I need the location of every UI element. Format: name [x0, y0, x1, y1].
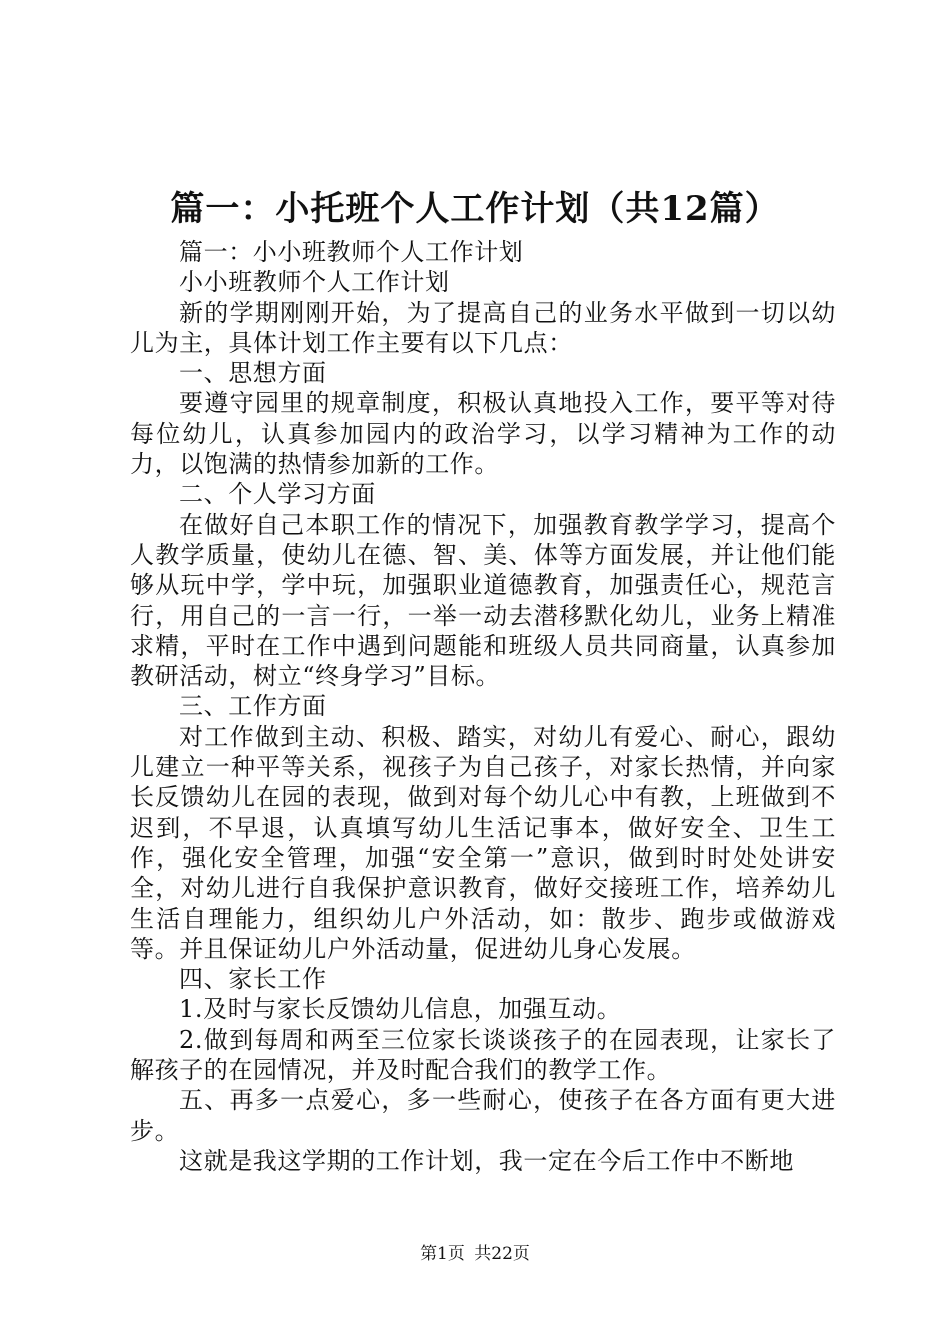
body-paragraph: 新的学期刚刚开始，为了提高自己的业务水平做到一切以幼儿为主，具体计划工作主要有以下几点： — [130, 298, 836, 357]
list-item: 1.及时与家长反馈幼儿信息，加强互动。 — [179, 995, 622, 1024]
document-body — [130, 237, 836, 1176]
section-heading: 四、家长工作 — [179, 965, 327, 994]
body-paragraph: 五、再多一点爱心，多一些耐心，使孩子在各方面有更大进步。 — [130, 1086, 836, 1145]
body-paragraph: 要遵守园里的规章制度，积极认真地投入工作，要平等对待每位幼儿，认真参加园内的政治学习，以学习精神为工作的动力，以饱满的热情参加新的工作。 — [130, 389, 836, 479]
list-item: 2.做到每周和两至三位家长谈谈孩子的在园表现，让家长了解孩子的在园情况，并及时配合我们的教学工作。 — [130, 1025, 836, 1085]
page-footer — [0, 1242, 950, 1266]
body-paragraph: 这就是我这学期的工作计划，我一定在今后工作中不断地 — [179, 1146, 794, 1175]
body-paragraph: 在做好自己本职工作的情况下，加强教育教学学习，提高个人教学质量，使幼儿在德、智、美、体等方面发展，并让他们能够从玩中学，学中玩，加强职业道德教育，加强责任心，规范言行，用自己的一言一行，一举一动去潜移默化幼儿，业务上精准求精，平时在工作中遇到问题能和班级人员共同商量，认真参加教研活动，树立“终身学习”目标。 — [130, 510, 836, 691]
section-heading: 小小班教师个人工作计划 — [179, 268, 450, 297]
document-title: 篇一：小托班个人工作计划（共12篇） — [170, 189, 780, 229]
page-total: 共22页 — [474, 1244, 530, 1264]
body-paragraph: 对工作做到主动、积极、踏实，对幼儿有爱心、耐心，跟幼儿建立一种平等关系，视孩子为自己孩子，对家长热情，并向家长反馈幼儿在园的表现，做到对每个幼儿心中有教，上班做到不迟到，不早退，认真填写幼儿生活记事本，做好安全、卫生工作，强化安全管理，加强“安全第一”意识，做到时时处处讲安全，对幼儿进行自我保护意识教育，做好交接班工作，培养幼儿生活自理能力，组织幼儿户外活动，如：散步、跑步或做游戏等。并且保证幼儿户外活动量，促进幼儿身心发展。 — [130, 722, 836, 963]
page-number: 第1页 — [420, 1244, 465, 1264]
section-heading: 二、个人学习方面 — [179, 480, 376, 509]
section-heading: 篇一：小小班教师个人工作计划 — [179, 238, 524, 266]
section-heading: 三、工作方面 — [179, 692, 327, 721]
section-heading: 一、思想方面 — [179, 359, 327, 388]
